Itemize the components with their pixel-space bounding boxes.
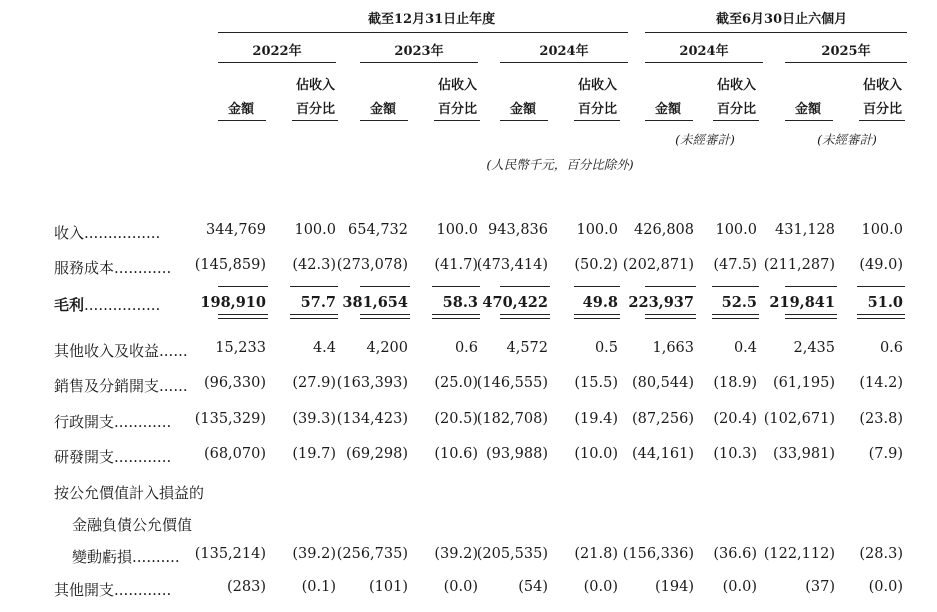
- row-value: 470,422: [482, 294, 548, 311]
- row-value: (19.4): [574, 411, 618, 427]
- total-double-rule: [645, 314, 696, 315]
- row-value: (211,287): [763, 257, 835, 273]
- subtotal-rule: [785, 286, 837, 287]
- row-value: (205,535): [476, 546, 548, 562]
- row-value: 100.0: [576, 222, 618, 238]
- col-pct-rule-2: [574, 120, 620, 121]
- col-pct-rule-0: [292, 120, 338, 121]
- row-value: (122,112): [763, 546, 835, 562]
- total-double-rule: [290, 314, 338, 315]
- row-value: 4,572: [506, 340, 548, 356]
- row-value: (7.9): [868, 446, 903, 462]
- row-value: 49.8: [582, 294, 618, 311]
- row-value: 943,836: [488, 222, 548, 238]
- row-value: (37): [805, 579, 835, 595]
- row-value: 381,654: [342, 294, 408, 311]
- row-value: (163,393): [336, 375, 408, 391]
- col-pct-line1-2: 佔收入: [578, 78, 618, 93]
- row-value: (21.8): [574, 546, 618, 562]
- col-amount-rule-1: [360, 120, 408, 121]
- row-value: 426,808: [634, 222, 694, 238]
- total-double-rule: [712, 314, 759, 315]
- row-value: (15.5): [574, 375, 618, 391]
- row-label-text: 行政開支: [54, 413, 115, 431]
- row-value: (102,671): [763, 411, 835, 427]
- year-2024-h1: 2024年: [679, 44, 729, 59]
- row-label: [54, 411, 171, 432]
- row-value: (182,708): [476, 411, 548, 427]
- row-value: (39.2): [434, 546, 478, 562]
- row-value: (202,871): [622, 257, 694, 273]
- col-pct-line2-1: 百分比: [438, 102, 478, 117]
- row-leader-dots: ................: [84, 296, 161, 314]
- row-label: [54, 482, 204, 503]
- row-value: (194): [655, 579, 694, 595]
- row-value: (146,555): [476, 375, 548, 391]
- row-value: (54): [518, 579, 548, 595]
- row-label: [54, 222, 160, 243]
- subtotal-rule: [500, 286, 550, 287]
- total-double-rule: [857, 318, 905, 319]
- row-value: 344,769: [206, 222, 266, 238]
- period-half-header: 截至6月30日止六個月: [716, 12, 848, 27]
- row-value: (256,735): [336, 546, 408, 562]
- row-label-text: 毛利: [54, 296, 85, 314]
- row-value: (27.9): [292, 375, 336, 391]
- row-label-text: 銷售及分銷開支: [54, 377, 160, 395]
- row-value: (80,544): [631, 375, 694, 391]
- row-value: (14.2): [859, 375, 903, 391]
- row-leader-dots: ......: [159, 342, 188, 360]
- row-value: 51.0: [867, 294, 903, 311]
- row-label-text: 變動虧損: [72, 548, 133, 566]
- row-value: 58.3: [442, 294, 478, 311]
- year-rule-2022: [218, 62, 336, 63]
- row-value: (68,070): [203, 446, 266, 462]
- total-double-rule: [645, 318, 696, 319]
- row-value: (473,414): [476, 257, 548, 273]
- total-double-rule: [574, 314, 620, 315]
- total-double-rule: [360, 314, 410, 315]
- total-double-rule: [785, 314, 837, 315]
- row-value: 654,732: [348, 222, 408, 238]
- year-2024: 2024年: [539, 44, 589, 59]
- row-value: (283): [227, 579, 266, 595]
- col-amount-2: 金額: [510, 102, 537, 117]
- row-value: (0.0): [583, 579, 618, 595]
- total-double-rule: [432, 314, 480, 315]
- total-double-rule: [432, 318, 480, 319]
- row-leader-dots: ............: [114, 413, 172, 431]
- total-double-rule: [857, 314, 905, 315]
- year-2023: 2023年: [394, 44, 444, 59]
- row-value: (0.1): [301, 579, 336, 595]
- col-amount-0: 金額: [228, 102, 255, 117]
- row-value: (0.0): [722, 579, 757, 595]
- row-value: (39.3): [292, 411, 336, 427]
- row-value: (135,329): [194, 411, 266, 427]
- row-value: (135,214): [194, 546, 266, 562]
- row-value: (20.5): [434, 411, 478, 427]
- year-rule-2024: [500, 62, 628, 63]
- row-value: (273,078): [336, 257, 408, 273]
- row-value: (156,336): [622, 546, 694, 562]
- subtotal-rule: [218, 286, 268, 287]
- row-value: (101): [369, 579, 408, 595]
- col-amount-rule-2: [500, 120, 548, 121]
- row-value: (18.9): [713, 375, 757, 391]
- row-value: 431,128: [775, 222, 835, 238]
- row-value: 100.0: [294, 222, 336, 238]
- col-amount-3: 金額: [655, 102, 682, 117]
- row-value: (0.0): [443, 579, 478, 595]
- col-amount-4: 金額: [795, 102, 822, 117]
- unit-note: (人民幣千元，百分比除外): [486, 157, 634, 172]
- row-leader-dots: ............: [114, 581, 172, 599]
- col-pct-rule-1: [434, 120, 480, 121]
- total-double-rule: [360, 318, 410, 319]
- row-value: 1,663: [652, 340, 694, 356]
- year-rule-2024-h1: [645, 62, 763, 63]
- col-pct-line2-2: 百分比: [578, 102, 618, 117]
- row-value: (39.2): [292, 546, 336, 562]
- col-amount-rule-4: [785, 120, 833, 121]
- year-2022: 2022年: [252, 44, 302, 59]
- row-label: [54, 294, 160, 315]
- col-pct-rule-4: [859, 120, 905, 121]
- total-double-rule: [218, 318, 268, 319]
- year-rule-2023: [360, 62, 478, 63]
- col-amount-1: 金額: [370, 102, 397, 117]
- row-leader-dots: ............: [114, 448, 172, 466]
- row-label-text: 服務成本: [54, 259, 115, 277]
- subtotal-rule: [290, 286, 338, 287]
- row-value: 0.5: [594, 340, 618, 356]
- row-value: 100.0: [715, 222, 757, 238]
- total-double-rule: [785, 318, 837, 319]
- row-value: (10.6): [434, 446, 478, 462]
- row-value: 100.0: [861, 222, 903, 238]
- row-value: (25.0): [434, 375, 478, 391]
- subtotal-rule: [645, 286, 696, 287]
- year-rule-2025-h1: [785, 62, 907, 63]
- row-label-text: 金融負債公允價值: [72, 516, 193, 534]
- row-value: 0.6: [454, 340, 478, 356]
- row-value: 2,435: [793, 340, 835, 356]
- row-value: 198,910: [200, 294, 266, 311]
- row-value: (87,256): [631, 411, 694, 427]
- total-double-rule: [712, 318, 759, 319]
- row-value: (10.3): [713, 446, 757, 462]
- row-value: (49.0): [859, 257, 903, 273]
- row-value: (20.4): [713, 411, 757, 427]
- subtotal-rule: [574, 286, 620, 287]
- col-amount-rule-3: [645, 120, 693, 121]
- period-year-header: 截至12月31日止年度: [368, 12, 496, 27]
- row-value: (44,161): [631, 446, 694, 462]
- year-2025-h1: 2025年: [821, 44, 871, 59]
- row-leader-dots: ............: [114, 259, 172, 277]
- row-label-text: 其他收入及收益: [54, 342, 160, 360]
- row-value: (19.7): [292, 446, 336, 462]
- col-pct-line1-1: 佔收入: [438, 78, 478, 93]
- row-value: (0.0): [868, 579, 903, 595]
- row-label: [72, 514, 192, 535]
- total-double-rule: [218, 314, 268, 315]
- total-double-rule: [290, 318, 338, 319]
- row-value: 219,841: [769, 294, 835, 311]
- row-value: (93,988): [485, 446, 548, 462]
- period-half-rule: [645, 32, 907, 33]
- row-value: 4.4: [312, 340, 336, 356]
- subtotal-rule: [432, 286, 480, 287]
- subtotal-rule: [857, 286, 905, 287]
- subtotal-rule: [360, 286, 410, 287]
- row-value: 223,937: [628, 294, 694, 311]
- row-value: 15,233: [215, 340, 266, 356]
- row-value: (36.6): [713, 546, 757, 562]
- row-value: (10.0): [574, 446, 618, 462]
- col-pct-rule-3: [713, 120, 759, 121]
- row-value: 52.5: [721, 294, 757, 311]
- row-value: 57.7: [300, 294, 336, 311]
- row-value: (134,423): [336, 411, 408, 427]
- row-value: (33,981): [772, 446, 835, 462]
- col-pct-line2-0: 百分比: [296, 102, 336, 117]
- row-label-text: 其他開支: [54, 581, 115, 599]
- row-label: [54, 579, 171, 600]
- unaudited-note-2025: (未經審計): [817, 132, 877, 147]
- row-label: [54, 446, 171, 467]
- col-pct-line2-4: 百分比: [863, 102, 903, 117]
- total-double-rule: [500, 318, 550, 319]
- col-pct-line2-3: 百分比: [717, 102, 757, 117]
- row-value: (47.5): [713, 257, 757, 273]
- row-leader-dots: ..........: [132, 548, 180, 566]
- row-value: (69,298): [345, 446, 408, 462]
- row-value: 100.0: [436, 222, 478, 238]
- total-double-rule: [574, 318, 620, 319]
- row-value: (23.8): [859, 411, 903, 427]
- col-pct-line1-0: 佔收入: [296, 78, 336, 93]
- col-amount-rule-0: [218, 120, 266, 121]
- row-value: (41.7): [434, 257, 478, 273]
- row-label-text: 按公允價值計入損益的: [54, 484, 205, 502]
- total-double-rule: [500, 314, 550, 315]
- row-label-text: 收入: [54, 224, 85, 242]
- col-pct-line1-4: 佔收入: [863, 78, 903, 93]
- row-value: 0.4: [733, 340, 757, 356]
- row-leader-dots: ......: [159, 377, 188, 395]
- period-year-rule: [218, 32, 628, 33]
- col-pct-line1-3: 佔收入: [717, 78, 757, 93]
- row-value: (42.3): [292, 257, 336, 273]
- row-leader-dots: ................: [84, 224, 161, 242]
- subtotal-rule: [712, 286, 759, 287]
- row-value: (61,195): [772, 375, 835, 391]
- row-value: (50.2): [574, 257, 618, 273]
- row-value: 4,200: [366, 340, 408, 356]
- row-label-text: 研發開支: [54, 448, 115, 466]
- row-value: (96,330): [203, 375, 266, 391]
- row-value: (145,859): [194, 257, 266, 273]
- row-value: 0.6: [879, 340, 903, 356]
- row-label: [54, 257, 171, 278]
- unaudited-note-2024: (未經審計): [675, 132, 735, 147]
- row-value: (28.3): [859, 546, 903, 562]
